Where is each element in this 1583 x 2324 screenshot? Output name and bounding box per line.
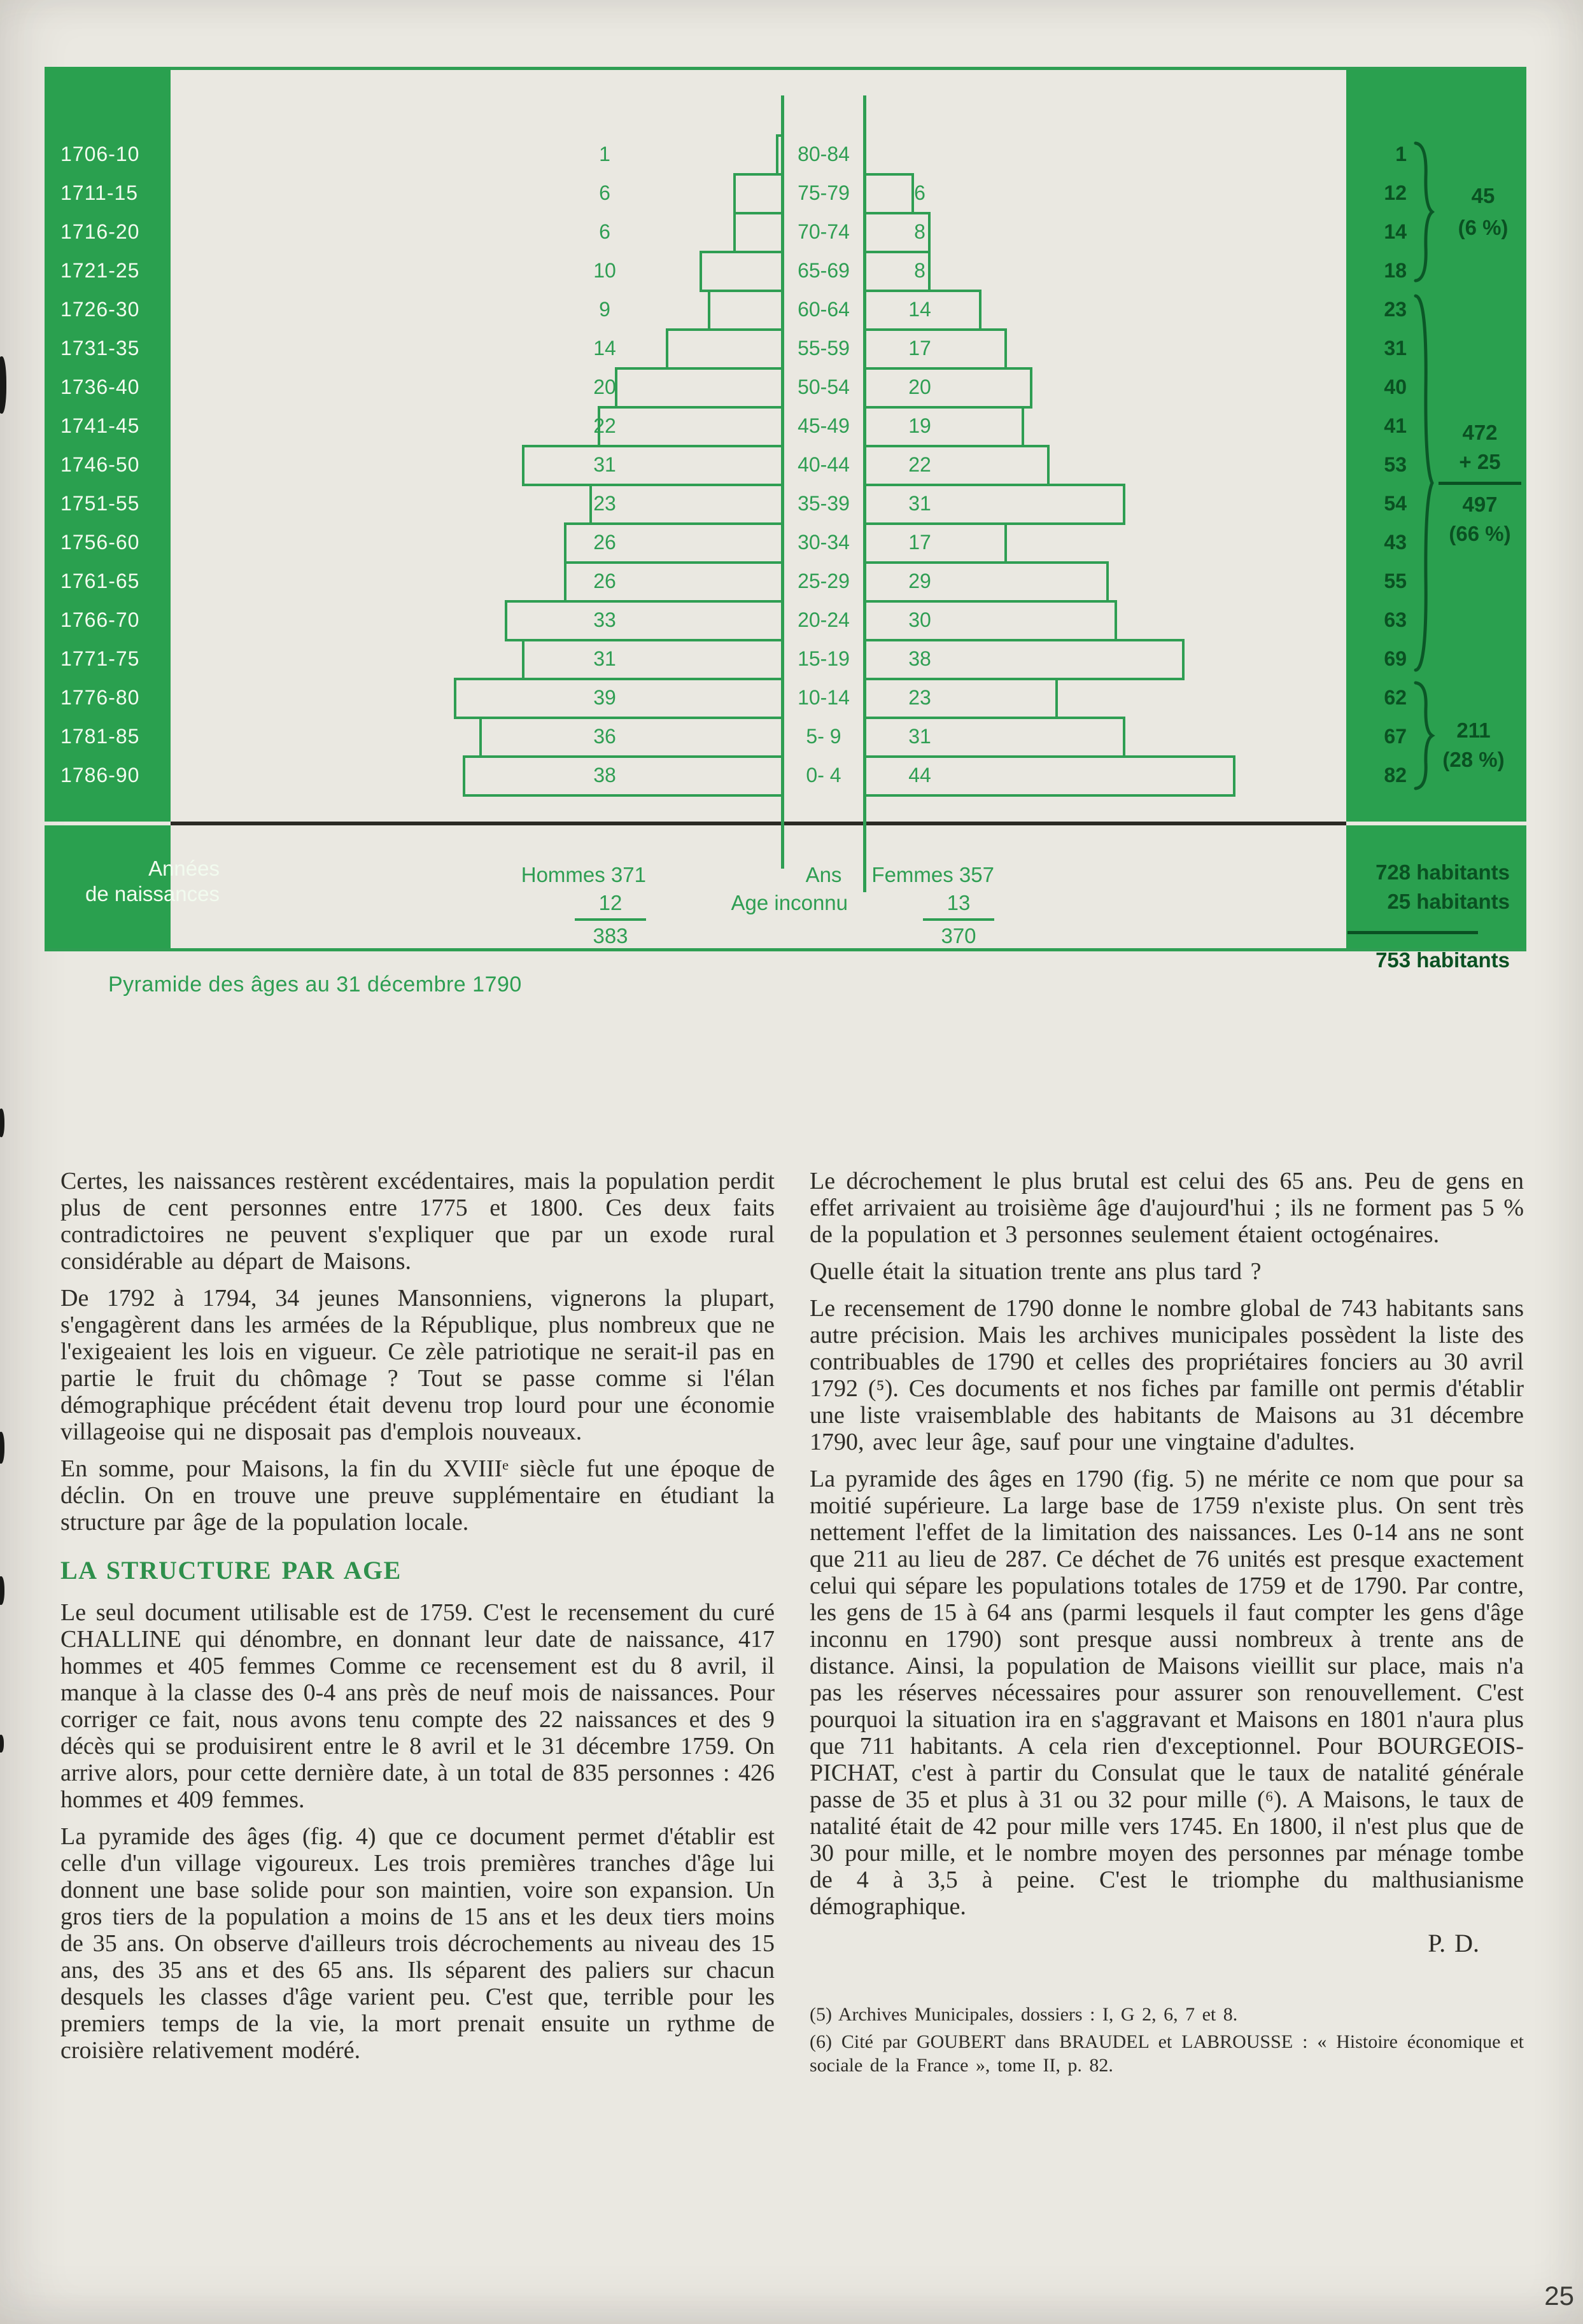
birth-years-label: 1731-35 [60,336,140,360]
age-group-label: 75-79 [798,181,850,204]
women-value: 14 [908,297,931,321]
group-summary [1426,716,1521,774]
age-group-label: 15-19 [798,647,850,670]
left-column-section-paragraphs [60,1599,775,2064]
women-value: 22 [908,452,931,476]
age-group-label: 30-34 [798,530,850,554]
chart-top-border [45,67,1526,70]
birth-years-label: 1706-10 [60,142,140,165]
footnote: (6) Cité par GOUBERT dans BRAUDEL et LABROUSSE : « Histoire économique et sociale de la France », tome II, p. 82. [810,2031,1524,2076]
scan-mark [0,1109,4,1137]
men-totals-block [484,861,646,950]
age-group-label: 60-64 [798,297,850,321]
group-summary-line: + 25 [1459,450,1501,473]
women-grand-total: 370 [941,924,976,948]
axis-base-line [171,822,1346,825]
inhabitants-known: 728 habitants [1375,860,1510,884]
group-summary [1442,180,1524,244]
row-total-value: 62 [1384,685,1407,709]
row-total-value: 53 [1384,452,1407,476]
birth-years-label: 1726-30 [60,297,140,321]
women-value: 30 [908,608,931,631]
birth-years-label: 1766-70 [60,608,140,631]
scan-mark [0,1432,4,1464]
chart-bottom-border [45,948,1526,951]
age-group-label: 80-84 [798,142,850,165]
men-value: 31 [593,452,616,476]
row-total-value: 23 [1384,297,1407,321]
paragraph: Le seul document utilisable est de 1759. C'est le recensement du curé CHALLINE qui dénombre, en donnant leur date de naissance, 417 hommes et 405 femmes Comme ce recensement est du 8 avril, il manque à la classe des 0-4 ans près de neuf mois de naissances. Pour corriger ce fait, nous avons tenu compte des 22 naissances et des 9 décès qui se produisirent entre le 8 avril et le 31 décembre 1759. On arrive alors, pour cette dernière date, à un total de 835 personnes : 426 hommes et 409 femmes. [60,1599,775,1813]
footnotes [810,2003,1524,2077]
birth-years-label: 1711-15 [60,181,139,204]
men-value: 1 [599,142,610,165]
footnote: (5) Archives Municipales, dossiers : I, G 2, 6, 7 et 8. [810,2004,1238,2025]
birth-years-label: 1736-40 [60,375,140,398]
age-group-label: 45-49 [798,414,850,437]
group-summary-line: 211 [1456,718,1491,742]
left-axis-title [45,856,220,907]
men-value: 31 [593,647,616,670]
group-brace [1412,142,1435,282]
row-total-value: 31 [1384,336,1407,360]
women-value: 17 [908,336,931,360]
birth-years-label: 1716-20 [60,220,140,243]
section-heading: LA STRUCTURE PAR AGE [60,1556,402,1585]
women-value: 38 [908,647,931,670]
men-value: 6 [599,220,610,243]
men-value: 33 [593,608,616,631]
men-bar [700,251,784,292]
birth-years-label: 1756-60 [60,530,140,554]
group-summary-line: 497 [1462,493,1498,516]
birth-years-label: 1761-65 [60,569,140,592]
row-total-value: 82 [1384,763,1407,787]
age-axis-title: Ans [805,863,842,886]
inhabitants-total: 753 habitants [1375,948,1510,972]
group-summary-line: (66 %) [1449,522,1511,545]
men-value: 6 [599,181,610,204]
birth-years-label: 1746-50 [60,452,140,476]
birth-years-label: 1721-25 [60,258,140,282]
row-total-value: 69 [1384,647,1407,670]
age-group-label: 5- 9 [806,724,841,748]
men-value: 23 [593,491,616,515]
age-group-label: 65-69 [798,258,850,282]
women-value: 20 [908,375,931,398]
group-brace [1412,295,1435,671]
row-total-value: 54 [1384,491,1407,515]
women-sum-rule [923,918,994,921]
women-unknown-value: 13 [946,891,971,914]
inhabitants-unknown: 25 habitants [1387,890,1510,913]
men-grand-total: 383 [593,924,628,948]
group-summary [1432,418,1528,549]
figure-caption: Pyramide des âges au 31 décembre 1790 [108,972,522,997]
men-value: 26 [593,569,616,592]
group-summary-line: 472 [1462,421,1498,444]
group-summary-line: 45 [1471,184,1495,207]
men-total-label: Hommes 371 [521,863,646,886]
row-total-value: 63 [1384,608,1407,631]
scan-mark [0,356,6,414]
men-bar [708,290,784,331]
paragraph: La pyramide des âges en 1790 (fig. 5) ne mérite ce nom que pour sa moitié supérieure. La large base de 1759 n'existe plus. On sent très nettement l'effet de la limitation des naissances. Les 0-14 ans ne sont que 211 au lieu de 287. Ce déchet de 76 unités est presque exactement celui qui sépare les populations totales de 1759 et de 1790. Par contre, les gens de 15 à 64 ans (parmi lesquels il faut compter les gens d'âge inconnu en 1790) sont presque aussi nombreux à trente ans de distance. Ainsi, la population de Maisons vieillit sur place, mais n'a pas les réserves nécessaires pour assurer son renouvellement. C'est pourquoi la situation ira en s'aggravant et Maisons en 1801 n'aura plus que 711 habitants. A cela rien d'exceptionnel. Pour BOURGEOIS-PICHAT, c'est à partir du Consulat que le taux de natalité générale passe de 35 et plus à 31 ou 32 pour mille (⁶). A Maisons, le taux de natalité était de 42 pour mille vers 1745. En 1800, il n'est plus que de 30 pour mille, et le nombre moyen des personnes par ménage tombe de 4 à 3,5 à peine. C'est le triomphe du malthusianisme démographique. [810,1466,1524,1920]
women-value: 31 [908,724,931,748]
age-unknown-label: Age inconnu [731,891,848,914]
men-value: 36 [593,724,616,748]
row-total-value: 12 [1384,181,1407,204]
men-bar [666,328,784,370]
men-bar [776,134,784,176]
birth-years-label: 1786-90 [60,763,140,787]
group-summary-line: (6 %) [1458,216,1509,239]
paragraph: Quelle était la situation trente ans plus tard ? [810,1258,1262,1285]
women-value: 19 [908,414,931,437]
right-text-column [810,1168,1524,2081]
inhabitants-totals-block [1343,858,1510,975]
women-value: 8 [914,258,925,282]
women-value: 17 [908,530,931,554]
birth-years-label: 1771-75 [60,647,140,670]
scan-mark [0,1735,4,1753]
row-total-value: 18 [1384,258,1407,282]
women-total-label: Femmes 357 [871,863,994,886]
women-value: 31 [908,491,931,515]
author-initials: P. D. [1428,1929,1479,1957]
women-value: 23 [908,685,931,709]
pyramid-chart [45,67,1526,972]
age-group-label: 20-24 [798,608,850,631]
paragraph: Le recensement de 1790 donne le nombre global de 743 habitants sans autre précision. Mais les archives municipales possèdent la liste des contribuables de 1790 et celles des propriétaires fonciers au 30 avril 1792 (⁵). Ces documents et nos fiches par famille ont permis d'établir une liste vraisemblable des habitants de Maisons au 31 décembre 1790, avec leur âge, sauf pour une vingtaine d'adultes. [810,1295,1524,1455]
men-value: 39 [593,685,616,709]
inhabitants-sum-rule [1347,931,1478,934]
row-total-value: 43 [1384,530,1407,554]
age-group-label: 70-74 [798,220,850,243]
women-value: 8 [914,220,925,243]
women-unknown-sum [923,889,994,950]
left-column-intro-paragraphs [60,1168,775,1536]
paragraph: En somme, pour Maisons, la fin du XVIIIᵉ siècle fut une époque de déclin. On en trouve une preuve supplémentaire en étudiant la structure par âge de la population locale. [60,1455,775,1536]
men-sum-rule [575,918,646,921]
scan-mark [0,1576,4,1605]
men-value: 22 [593,414,616,437]
men-bar [733,212,784,253]
paragraph: La pyramide des âges (fig. 4) que ce document permet d'établir est celle d'un village vigoureux. Les trois premières tranches d'âge lui donnent une base solide pour son maintien, voire son expansion. Un gros tiers de la population a moins de 15 ans et les deux tiers moins de 35 ans. On observe d'ailleurs trois décrochements au niveau des 15 ans, des 35 ans et des 65 ans. Ils séparent des paliers sur chacun desquels les classes d'âge varient peu. C'est que, terrible pour les premiers temps de la vie, la mort prenait ensuite un rythme de croisière relativement modéré. [60,1823,775,2064]
birth-years-label: 1741-45 [60,414,140,437]
men-value: 38 [593,763,616,787]
group-sum-rule [1439,482,1521,485]
age-group-label: 55-59 [798,336,850,360]
men-value: 20 [593,375,616,398]
paragraph: Le décrochement le plus brutal est celui des 65 ans. Peu de gens en effet arrivaient au troisième âge d'aujourd'hui ; ils ne forment pas 5 % de la population et 3 personnes seulement étaient octogénaires. [810,1168,1524,1248]
row-total-value: 1 [1395,142,1407,165]
birth-years-label: 1781-85 [60,724,140,748]
women-totals-block [869,861,994,950]
row-total-value: 67 [1384,724,1407,748]
left-axis-title-line2: de naissances [85,882,220,906]
men-value: 26 [593,530,616,554]
row-total-value: 14 [1384,220,1407,243]
birth-years-label: 1776-80 [60,685,140,709]
paragraph: De 1792 à 1794, 34 jeunes Mansonniens, vignerons la plupart, s'engagèrent dans les armées de la République, plus nombreux que ne l'exigeaient les lois en vigueur. Ce zèle patriotique ne serait-il pas en partie le fruit du chômage ? Tout se passe comme si l'élan démographique précédent était devenu trop lourd pour une économie villageoise qui ne disposait pas d'emplois nouveaux. [60,1285,775,1445]
page-number: 25 [1544,2281,1574,2311]
age-group-label: 40-44 [798,452,850,476]
men-value: 9 [599,297,610,321]
women-value: 29 [908,569,931,592]
left-axis-title-line1: Années [148,857,220,880]
men-unknown-value: 12 [598,891,623,914]
men-unknown-sum [575,889,646,950]
row-total-value: 41 [1384,414,1407,437]
age-group-label: 0- 4 [806,763,841,787]
men-value: 10 [593,258,616,282]
row-total-value: 40 [1384,375,1407,398]
age-group-label: 35-39 [798,491,850,515]
men-bar [733,173,784,214]
right-column-paragraphs [810,1168,1524,1920]
birth-years-label: 1751-55 [60,491,140,515]
age-group-label: 10-14 [798,685,850,709]
left-text-column [60,1168,775,2074]
age-group-label: 25-29 [798,569,850,592]
row-total-value: 55 [1384,569,1407,592]
women-value: 6 [914,181,925,204]
age-group-label: 50-54 [798,375,850,398]
paragraph: Certes, les naissances restèrent excédentaires, mais la population perdit plus de cent personnes entre 1775 et 1800. Ces deux faits contradictoires ne peuvent s'expliquer que par un exode rural considérable au départ de Maisons. [60,1168,775,1275]
group-summary-line: (28 %) [1442,748,1505,771]
men-value: 14 [593,336,616,360]
women-value: 44 [908,763,931,787]
